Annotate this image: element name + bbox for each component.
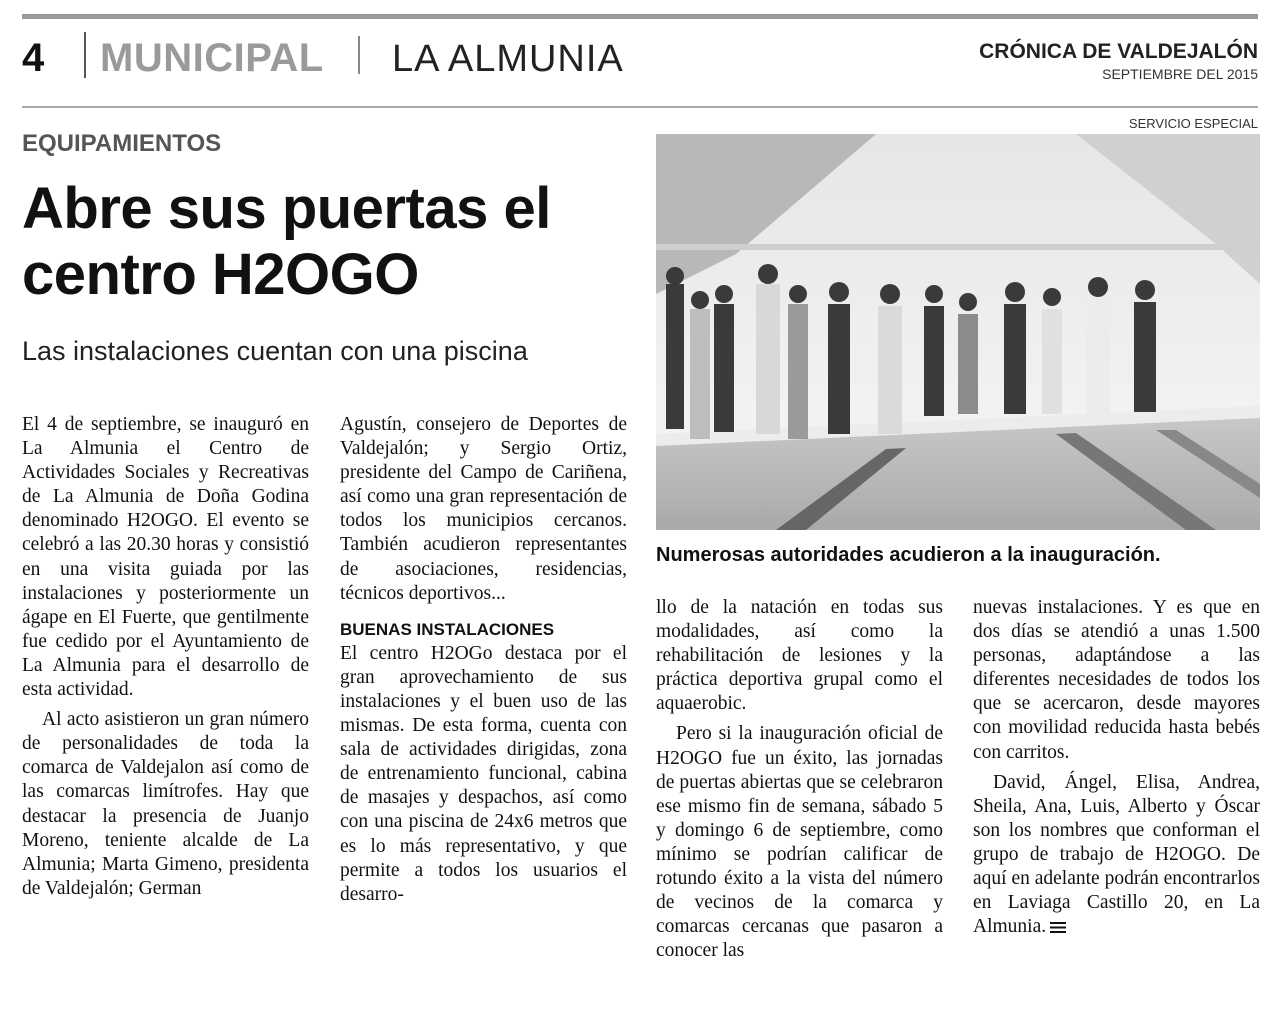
header-rule	[22, 106, 1258, 108]
photo-credit: SERVICIO ESPECIAL	[1128, 116, 1258, 131]
article-headline: Abre sus puertas el centro H2OGO	[22, 176, 551, 307]
body-paragraph: llo de la natación en todas sus modalidades, así como la rehabilitación de lesiones y la práctica deportiva grupal como el aquaerobic.	[656, 597, 943, 715]
body-paragraph: Pero si la inauguración oficial de H2OGO fue un éxito, las jornadas de puertas abiertas que se celebraron ese mismo fin de semana, sábado 5 y domingo 6 de septiembre, como mínimo se podrían calificar de rotundo éxito a la vista del número de vecinos de la comarca y comarcas cercanas que pasaron a conocer las	[656, 723, 943, 962]
body-paragraph: Agustín, consejero de Deportes de Valdejalón; y Sergio Ortiz, presidente del Campo de Cariñena, así como una gran representación de todos los municipios cercanos. También acudieron representantes de asociaciones, residencias, técnicos deportivos...	[340, 414, 627, 604]
body-paragraph: Al acto asistieron un gran número de personalidades de toda la comarca de Valdejalon así como de las comarcas limítrofes. Hay que destacar la presencia de Juanjo Moreno, teniente alcalde de La Almunia; Marta Gimeno, presidenta de Valdejalón; German	[22, 709, 309, 899]
body-paragraph: El 4 de septiembre, se inauguró en La Almunia el Centro de Actividades Sociales y Recreativas de La Almunia de Doña Godina denominado H2OGO. El evento se celebró a las 20.30 horas y consistió en una visita guiada por las instalaciones y posteriormente un ágape en El Fuerte, que gentilmente fue cedido por el Ayuntamiento de La Almunia para el desarrollo de esta actividad.	[22, 414, 309, 701]
article-subheading: BUENAS INSTALACIONES	[340, 619, 555, 639]
body-paragraph: El centro H2OGo destaca por el gran aprovechamiento de sus instalaciones y el buen uso de las mismas. De esta forma, cuenta con sala de actividades dirigidas, zona de entrenamiento funcional, cabina de masajes y despachos, así como con una piscina de 24x6 metros que es lo más representativo, y que permite a todos los usuarios el desarro-	[340, 642, 627, 905]
photo-caption: Numerosas autoridades acudieron a la inauguración.	[656, 544, 1161, 566]
newspaper-name: CRÓNICA DE VALDEJALÓN	[979, 40, 1258, 63]
issue-date: SEPTIEMBRE DEL 2015	[1102, 66, 1258, 82]
article-column-2	[340, 413, 627, 907]
top-rule	[22, 14, 1258, 19]
page-number: 4	[22, 36, 45, 80]
header-divider	[358, 36, 360, 74]
header-divider	[84, 32, 86, 78]
town-title: LA ALMUNIA	[392, 38, 624, 80]
article-column-3	[656, 596, 943, 963]
three-bars-end-icon	[1050, 922, 1066, 933]
closing-paragraph-text: David, Ángel, Elisa, Andrea, Sheila, Ana, Luis, Alberto y Óscar son los nombres que conforman el grupo de trabajo de H2OGO. De aquí en adelante podrán encontrarlos en Laviaga Castillo 20, en La Almunia.	[973, 771, 1260, 938]
inauguration-photo-illustration	[656, 134, 1260, 530]
article-column-1	[22, 413, 309, 901]
article-subheadline: Las instalaciones cuentan con una piscina	[22, 336, 528, 366]
article-column-4	[973, 596, 1260, 939]
body-paragraph: nuevas instalaciones. Y es que en dos días se atendió a unas 1.500 personas, adaptándose a las diferentes necesidades de todos los que se acercaron, desde mayores con movilidad reducida hasta bebés con carritos.	[973, 597, 1260, 763]
article-photo	[656, 134, 1260, 530]
article-kicker: EQUIPAMIENTOS	[22, 130, 222, 157]
body-paragraph	[973, 771, 1260, 940]
section-title: MUNICIPAL	[100, 36, 324, 80]
